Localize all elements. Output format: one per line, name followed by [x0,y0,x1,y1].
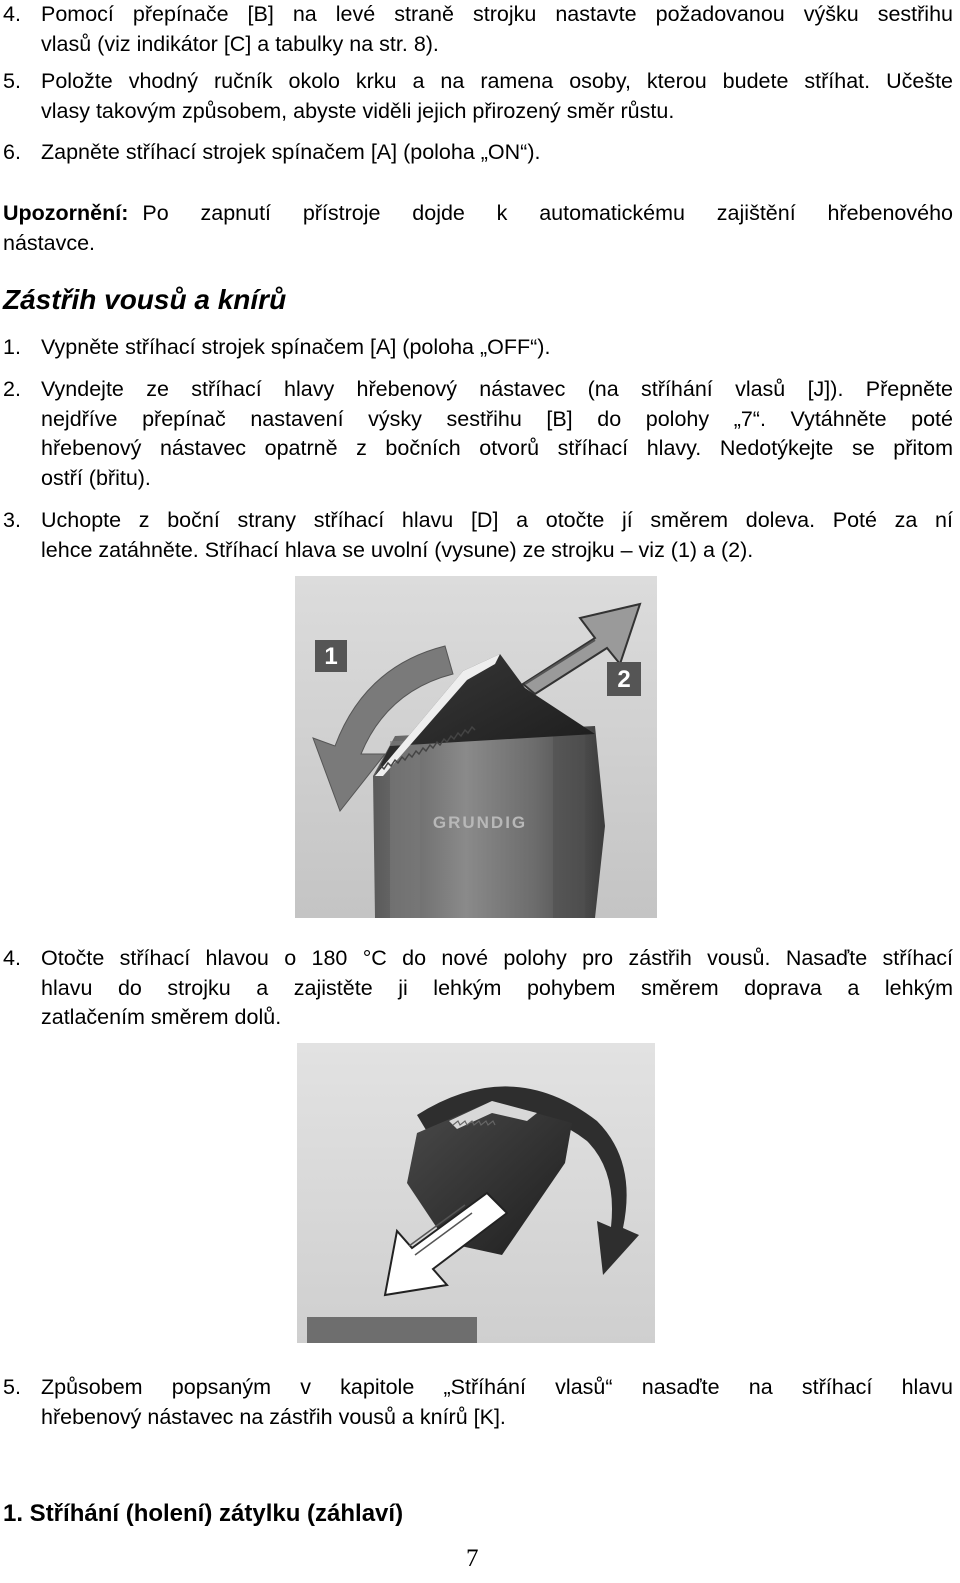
cutting-head-rotation-illustration [297,1043,655,1343]
warning-line-2: nástavce. [3,230,96,255]
step-number: 1. [3,335,21,359]
step-number: 5. [3,1375,21,1399]
cutting-head-removal-illustration [295,576,657,918]
step-number: 2. [3,377,21,401]
brand-logo: GRUNDIG [432,813,528,832]
step-number: 3. [3,508,21,532]
step-number: 5. [3,69,21,93]
step-text: Zapněte stříhací strojek spínačem [A] (poloha „ON“). [41,140,541,164]
step-text: Vypněte stříhací strojek spínačem [A] (poloha „OFF“). [41,335,551,359]
step-text: Uchopte z boční strany stříhací hlavu [D] a otočte jí směrem doleva. Poté za ní lehce zatáhněte. Stříhací hlava se uvolní (vysune) ze strojku – viz (1) a (2). [41,508,953,562]
svg-text:2: 2 [617,666,631,693]
step-text: Položte vhodný ručník okolo krku a na ramena osoby, kterou budete stříhat. Učešte vlasy takovým způsobem, abyste viděli jejich přirozený směr růstu. [41,69,953,123]
step-text: Způsobem popsaným v kapitole „Stříhání vlasů“ nasaďte na stříhací hlavu hřebenový nástavec na zástřih vousů a knírů [K]. [41,1375,953,1429]
step-number: 6. [3,140,21,164]
warning-line-1: Po zapnutí přístroje dojde k automatickému zajištění hřebenového [142,201,953,225]
page-number: 7 [466,1545,479,1572]
bottom-heading: 1. Stříhání (holení) zátylku (záhlaví) [3,1500,404,1527]
svg-text:1: 1 [324,643,338,670]
step-text: Otočte stříhací hlavou o 180 °C do nové polohy pro zástřih vousů. Nasaďte stříhací hlavu do strojku a zajistěte ji lehkým pohybem směrem doprava a lehkým zatlačením směrem dolů. [41,946,953,1029]
warning-paragraph [3,199,953,258]
step-text: Pomocí přepínače [B] na levé straně strojku nastavte požadovanou výšku sestřihu vlasů (viz indikátor [C] a tabulky na str. 8). [41,2,953,56]
step-number: 4. [3,2,21,26]
clipper-base-shape [307,1317,477,1343]
warning-label: Upozornění: [3,201,129,225]
step-text: Vyndejte ze stříhací hlavy hřebenový nástavec (na stříhání vlasů [J]). Přepněte nejdříve přepínač nastavení výsky sestřihu [B] do polohy „7“. Vytáhněte poté hřebenový nástavec opatrně z bočních otvorů stříhací hlavy. Nedotýkejte se přitom ostří (břitu). [41,377,953,490]
step-number: 4. [3,946,21,970]
section-title: Zástřih vousů a knírů [3,284,287,315]
